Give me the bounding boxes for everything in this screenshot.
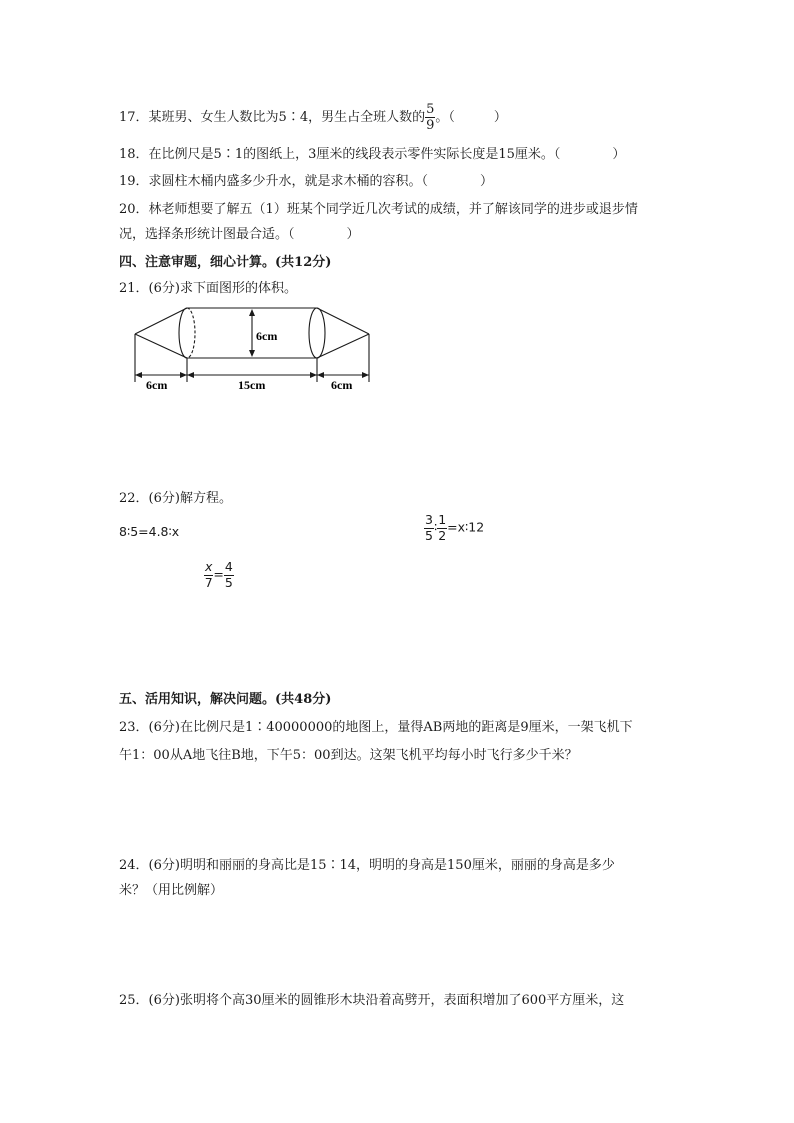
dim-arrow-1 — [135, 372, 142, 378]
label-height: 6cm — [256, 329, 278, 343]
section-5-heading: 五、活用知识，解决问题。(共48分) — [119, 692, 332, 707]
dim-arrow-3 — [187, 372, 194, 378]
fraction-three-fifths: $\frac{3}{5}$ — [425, 512, 433, 543]
dim-arrow-6 — [362, 372, 369, 378]
question-20-line-1: 20．林老师想要了解五（1）班某个同学近几次考试的成绩，并了解该同学的进步或退步情 — [119, 202, 638, 217]
section-4-heading: 四、注意审题，细心计算。(共12分) — [119, 255, 332, 270]
left-ellipse-back — [187, 308, 195, 358]
equation-3: $\frac{x}{7}$ = $\frac{4}{5}$ — [204, 559, 233, 590]
dim-arrow-2 — [180, 372, 187, 378]
question-23-line-2: 午1：00从A地飞往B地，下午5：00到达。这架飞机平均每小时飞行多少千米？ — [119, 748, 578, 763]
equation-2: $\frac{3}{5}$ ∶ $\frac{1}{2}$ =x∶12 — [425, 512, 485, 543]
fraction-four-fifths: $\frac{4}{5}$ — [224, 559, 233, 590]
question-17 — [119, 103, 507, 132]
right-ellipse — [309, 308, 325, 358]
question-17-answer-blank: 。（ ） — [435, 110, 507, 125]
question-19: 19．求圆柱木桶内盛多少升水，就是求木桶的容积。（ ） — [119, 174, 494, 189]
cylinder-cone-diagram — [125, 300, 385, 395]
left-ellipse-front — [179, 308, 187, 358]
question-18: 18．在比例尺是5∶1的图纸上，3厘米的线段表示零件实际长度是15厘米。（ ） — [119, 147, 626, 162]
question-22: 22．(6分)解方程。 — [119, 491, 232, 506]
question-25-line-1: 25．(6分)张明将个高30厘米的圆锥形木块沿着高劈开，表面积增加了600平方厘米，这 — [119, 993, 625, 1008]
fraction-x-over-seven: $\frac{x}{7}$ — [204, 559, 213, 590]
label-cylinder-length: 15cm — [238, 378, 266, 392]
dim-arrow-5 — [317, 372, 324, 378]
question-24-line-2: 米？（用比例解） — [119, 883, 224, 898]
question-21: 21．(6分)求下面图形的体积。 — [119, 281, 297, 296]
height-arrow-down — [249, 350, 255, 357]
question-24-line-1: 24．(6分)明明和丽丽的身高比是15∶14，明明的身高是150厘米，丽丽的身高是多少 — [119, 858, 615, 873]
fraction-five-ninths: $\frac{5}{9}$ — [426, 102, 435, 133]
label-right-cone-length: 6cm — [331, 378, 353, 392]
equation-1: 8∶5=4.8∶x — [119, 524, 180, 539]
label-left-cone-length: 6cm — [146, 378, 168, 392]
question-17-text: 17．某班男、女生人数比为5∶4，男生占全班人数的 — [119, 110, 426, 125]
dim-arrow-4 — [310, 372, 317, 378]
question-23-line-1: 23．(6分)在比例尺是1∶40000000的地图上，量得AB两地的距离是9厘米，一架飞机下 — [119, 720, 633, 735]
height-arrow-up — [249, 309, 255, 316]
fraction-one-half: $\frac{1}{2}$ — [438, 512, 447, 543]
question-20-line-2: 况，选择条形统计图最合适。（ ） — [119, 227, 360, 242]
